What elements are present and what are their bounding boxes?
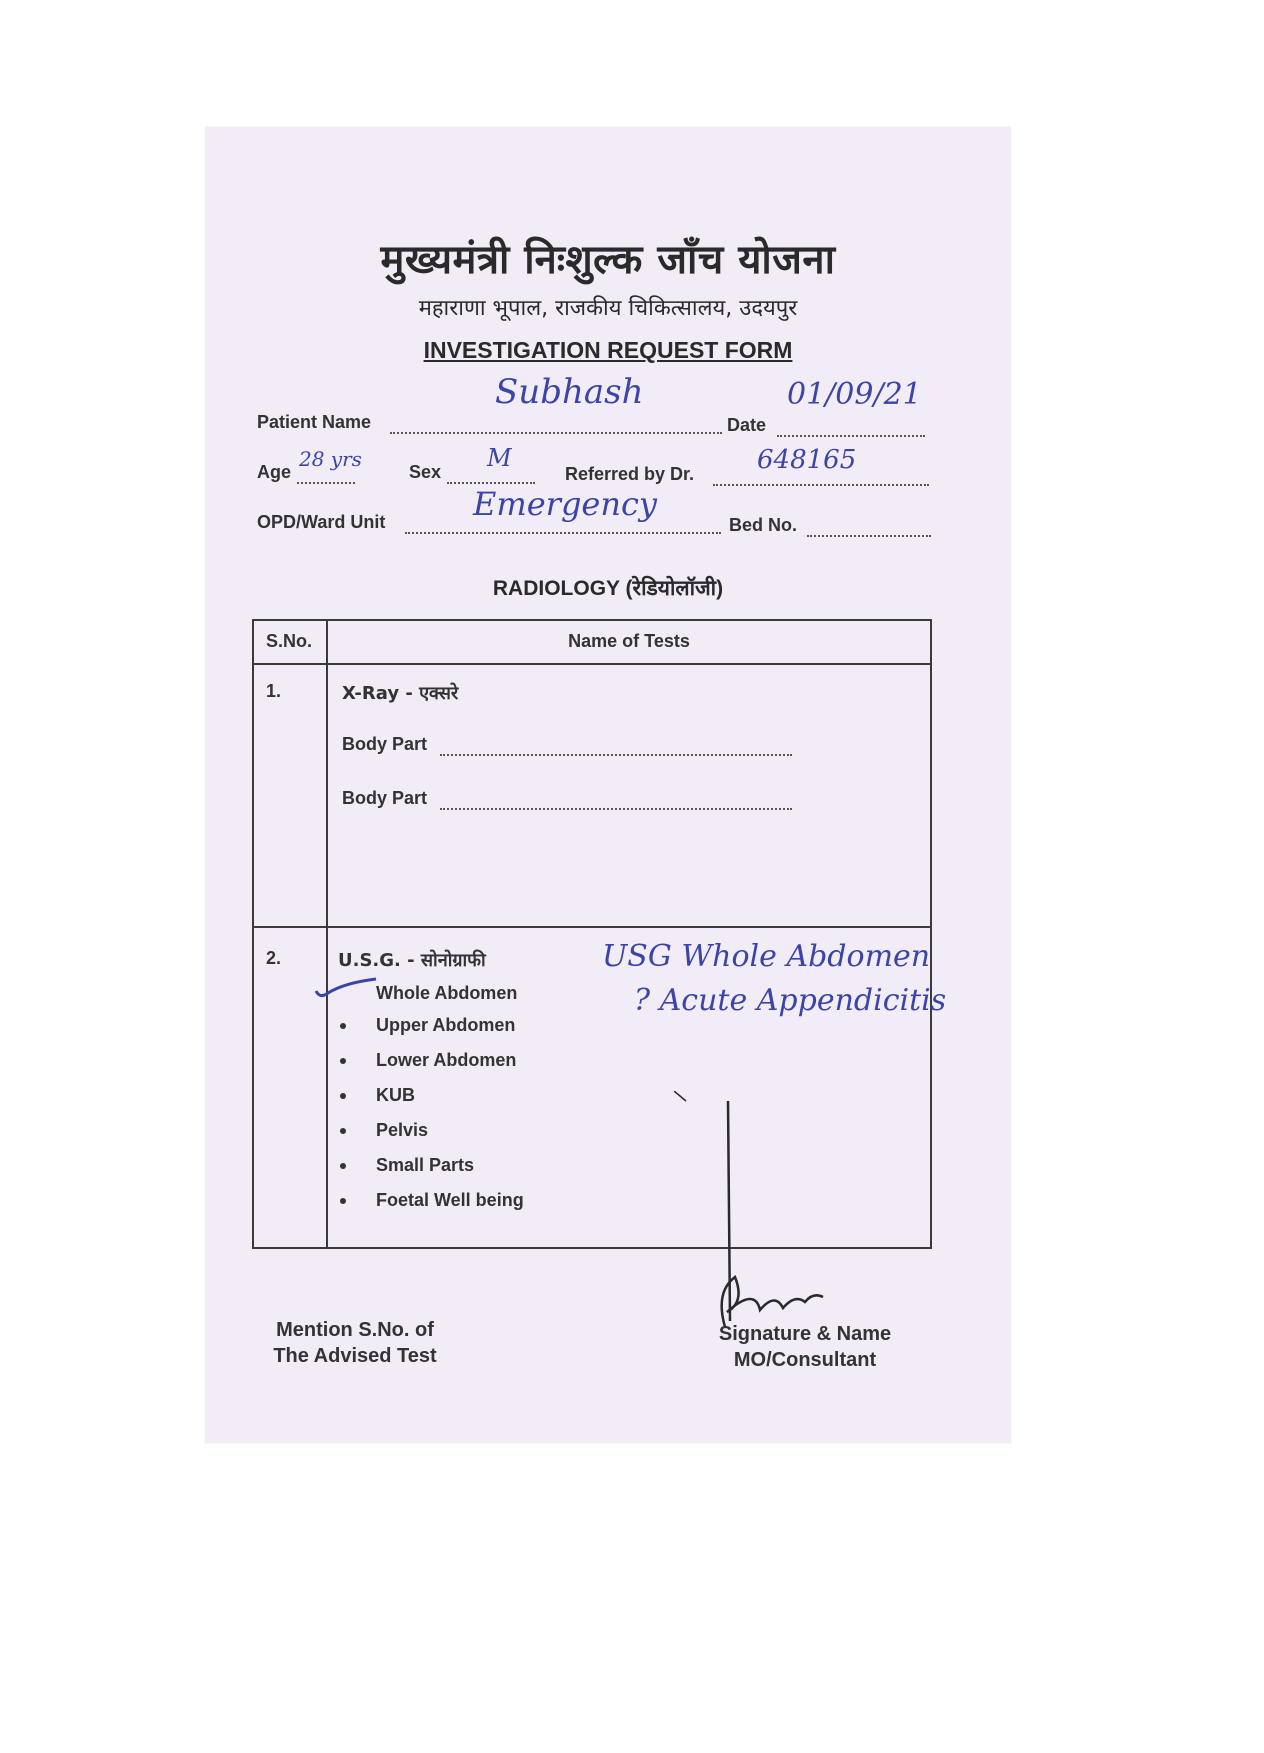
handwritten-note-line2: ? Acute Appendicitis [634, 983, 947, 1018]
usg-option-upper-abdomen[interactable]: Upper Abdomen [376, 1015, 516, 1035]
patient-name-label: Patient Name [257, 412, 372, 432]
row1-body-part-1-field[interactable] [440, 736, 792, 756]
opd-label: OPD/Ward Unit [257, 512, 386, 532]
referred-field[interactable]: 648165 [757, 445, 857, 475]
date-label: Date [727, 415, 767, 435]
form-title: INVESTIGATION REQUEST FORM [423, 337, 793, 363]
usg-option-whole-abdomen[interactable]: Whole Abdomen [376, 983, 518, 1003]
bullet-icon [340, 1058, 346, 1064]
row2-title: U.S.G. - सोनोग्राफी [338, 950, 486, 971]
opd-field[interactable]: Emergency [473, 485, 657, 523]
section-title: RADIOLOGY (रेडियोलॉजी) [492, 577, 724, 600]
row1-sno: 1. [266, 681, 282, 701]
hospital-name: महाराणा भूपाल, राजकीय चिकित्सालय, उदयपुर [418, 296, 798, 321]
bullet-icon [340, 1023, 346, 1029]
usg-option-small-parts[interactable]: Small Parts [376, 1155, 475, 1175]
usg-option-lower-abdomen[interactable]: Lower Abdomen [376, 1050, 517, 1070]
row1-body-part-1-label: Body Part [342, 734, 428, 754]
row1-body-part-2-field[interactable] [440, 790, 792, 810]
patient-name-line [390, 414, 722, 434]
signature-label: Signature & Name [718, 1323, 892, 1345]
column-header-sno: S.No. [266, 631, 313, 651]
row2-sno: 2. [266, 948, 282, 968]
tests-table [252, 619, 947, 1249]
bullet-icon [340, 1163, 346, 1169]
bed-label: Bed No. [729, 515, 798, 535]
date-line [777, 417, 925, 437]
mention-sno-line2: The Advised Test [273, 1345, 437, 1367]
scheme-title: मुख्यमंत्री निःशुल्क जाँच योजना [380, 237, 836, 283]
row-divider [254, 926, 930, 928]
patient-name-field[interactable]: Subhash [495, 372, 644, 412]
usg-option-pelvis[interactable]: Pelvis [376, 1120, 429, 1140]
usg-option-kub[interactable]: KUB [376, 1085, 415, 1105]
age-label: Age [257, 462, 292, 482]
header-divider [254, 663, 930, 665]
bullet-icon [340, 1198, 346, 1204]
checkmark-icon [314, 973, 384, 999]
age-field[interactable]: 28 yrs [299, 447, 362, 471]
handwritten-note-line1: USG Whole Abdomen [602, 939, 931, 974]
bullet-icon [340, 1093, 346, 1099]
sex-label: Sex [409, 462, 442, 482]
date-field[interactable]: 01/09/21 [787, 377, 922, 412]
bed-line [807, 517, 931, 537]
sex-field[interactable]: M [487, 444, 512, 472]
usg-option-foetal-well-being[interactable]: Foetal Well being [376, 1190, 524, 1210]
row1-body-part-2-label: Body Part [342, 788, 428, 808]
column-header-name: Name of Tests [568, 631, 690, 651]
form-sheet [205, 127, 1011, 1443]
referred-label: Referred by Dr. [565, 464, 695, 484]
consultant-label: MO/Consultant [733, 1349, 877, 1371]
row1-title: X-Ray - एक्सरे [342, 683, 459, 704]
bullet-icon [340, 1128, 346, 1134]
mention-sno-line1: Mention S.No. of [276, 1319, 434, 1341]
column-divider [326, 621, 328, 1247]
